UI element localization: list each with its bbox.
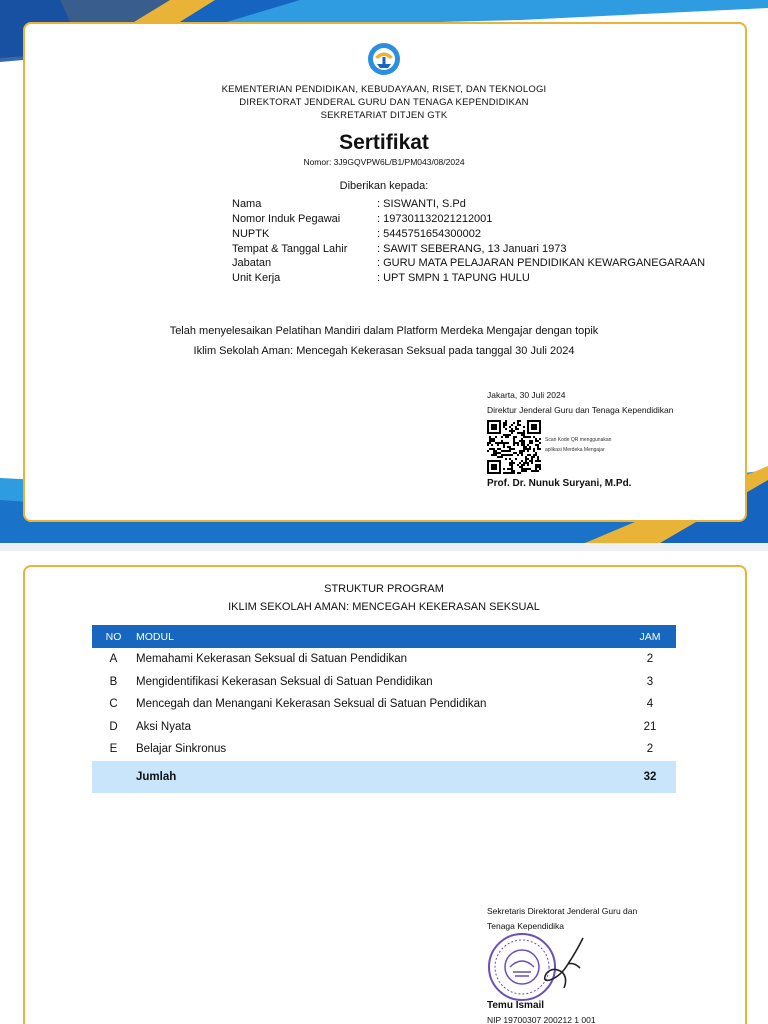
table-row	[92, 738, 676, 761]
table-header-row	[92, 625, 676, 648]
row-no: A	[109, 653, 118, 666]
certificate-number: Nomor: 3J9GQVPW6L/B1/PM043/08/2024	[303, 157, 465, 167]
detail-row	[232, 257, 705, 269]
row-hours: 2	[646, 743, 654, 756]
structure-heading: STRUKTUR PROGRAM	[324, 583, 444, 595]
table-row	[92, 671, 676, 694]
handwritten-signature	[528, 934, 598, 994]
signer-name: Prof. Dr. Nunuk Suryani, M.Pd.	[487, 478, 632, 489]
row-hours: 21	[643, 720, 657, 733]
statement-line-2: Iklim Sekolah Aman: Mencegah Kekerasan Seksual pada tanggal 30 Juli 2024	[193, 345, 575, 357]
given-to-label: Diberikan kepada:	[339, 180, 429, 192]
module-table	[92, 625, 676, 793]
row-no: D	[109, 720, 118, 733]
header-hours: JAM	[639, 630, 661, 643]
detail-value: : 5445751654300002	[377, 228, 481, 240]
secretary-title-line-1: Sekretaris Direktorat Jenderal Guru dan	[487, 906, 638, 916]
detail-row	[232, 198, 466, 210]
directorate-name: DIREKTORAT JENDERAL GURU DAN TENAGA KEPENDIDIKAN	[239, 97, 529, 108]
row-module: Mencegah dan Menangani Kekerasan Seksual di Satuan Pendidikan	[136, 698, 487, 711]
statement-line-1: Telah menyelesaikan Pelatihan Mandiri dalam Platform Merdeka Mengajar dengan topik	[169, 325, 599, 337]
row-no: B	[109, 675, 118, 688]
total-label: Jumlah	[136, 770, 177, 783]
detail-label: Tempat & Tanggal Lahir	[232, 243, 348, 255]
ministry-name: KEMENTERIAN PENDIDIKAN, KEBUDAYAAN, RISET, DAN TEKNOLOGI	[221, 84, 547, 95]
secretary-nip: NIP 19700307 200212 1 001	[487, 1015, 596, 1024]
row-module: Belajar Sinkronus	[136, 743, 227, 756]
detail-label: Jabatan	[232, 257, 272, 269]
detail-row	[232, 272, 530, 284]
detail-value: : GURU MATA PELAJARAN PENDIDIKAN KEWARGANEGARAAN	[377, 257, 706, 269]
structure-subheading: IKLIM SEKOLAH AMAN: MENCEGAH KEKERASAN SEKSUAL	[228, 601, 540, 613]
program-structure-page	[0, 543, 768, 1024]
secretariat-name: SEKRETARIAT DITJEN GTK	[320, 110, 448, 121]
place-date: Jakarta, 30 Juli 2024	[487, 390, 566, 400]
row-hours: 2	[646, 653, 654, 666]
qr-note-line-2: aplikasi Merdeka Mengajar	[545, 447, 605, 453]
detail-row	[232, 213, 492, 225]
program-sheet	[0, 551, 768, 1024]
secretary-title-line-2: Tenaga Kependidika	[487, 921, 565, 931]
total-row	[92, 761, 676, 793]
detail-label: Nama	[232, 198, 262, 210]
certificate-title: Sertifikat	[339, 131, 429, 154]
detail-value: : SISWANTI, S.Pd	[377, 198, 466, 210]
row-no: C	[109, 698, 118, 711]
qr-note-line-1: Scan Kode QR menggunakan	[545, 437, 612, 443]
detail-value: : 197301132021212001	[377, 213, 493, 225]
table-row	[92, 693, 676, 716]
secretary-name: Temu Ismail	[487, 1000, 545, 1011]
row-module: Mengidentifikasi Kekerasan Seksual di Satuan Pendidikan	[136, 675, 433, 688]
total-value: 32	[643, 770, 657, 783]
tut-wuri-handayani-logo	[367, 42, 401, 76]
table-row	[92, 716, 676, 739]
detail-value: : SAWIT SEBERANG, 13 Januari 1973	[377, 243, 567, 255]
row-module: Aksi Nyata	[136, 720, 191, 733]
header-module: MODUL	[136, 630, 174, 643]
row-hours: 4	[646, 698, 654, 711]
table-row	[92, 648, 676, 671]
row-no: E	[109, 743, 118, 756]
qr-code	[487, 420, 541, 474]
detail-row	[232, 243, 567, 255]
row-module: Memahami Kekerasan Seksual di Satuan Pendidikan	[136, 653, 408, 666]
detail-value: : UPT SMPN 1 TAPUNG HULU	[377, 272, 530, 284]
detail-label: NUPTK	[232, 228, 270, 240]
detail-label: Nomor Induk Pegawai	[232, 213, 341, 225]
row-hours: 3	[646, 675, 654, 688]
detail-label: Unit Kerja	[232, 272, 281, 284]
signer-title: Direktur Jenderal Guru dan Tenaga Kependidikan	[487, 405, 674, 415]
header-no: NO	[105, 630, 122, 643]
detail-row	[232, 228, 481, 240]
